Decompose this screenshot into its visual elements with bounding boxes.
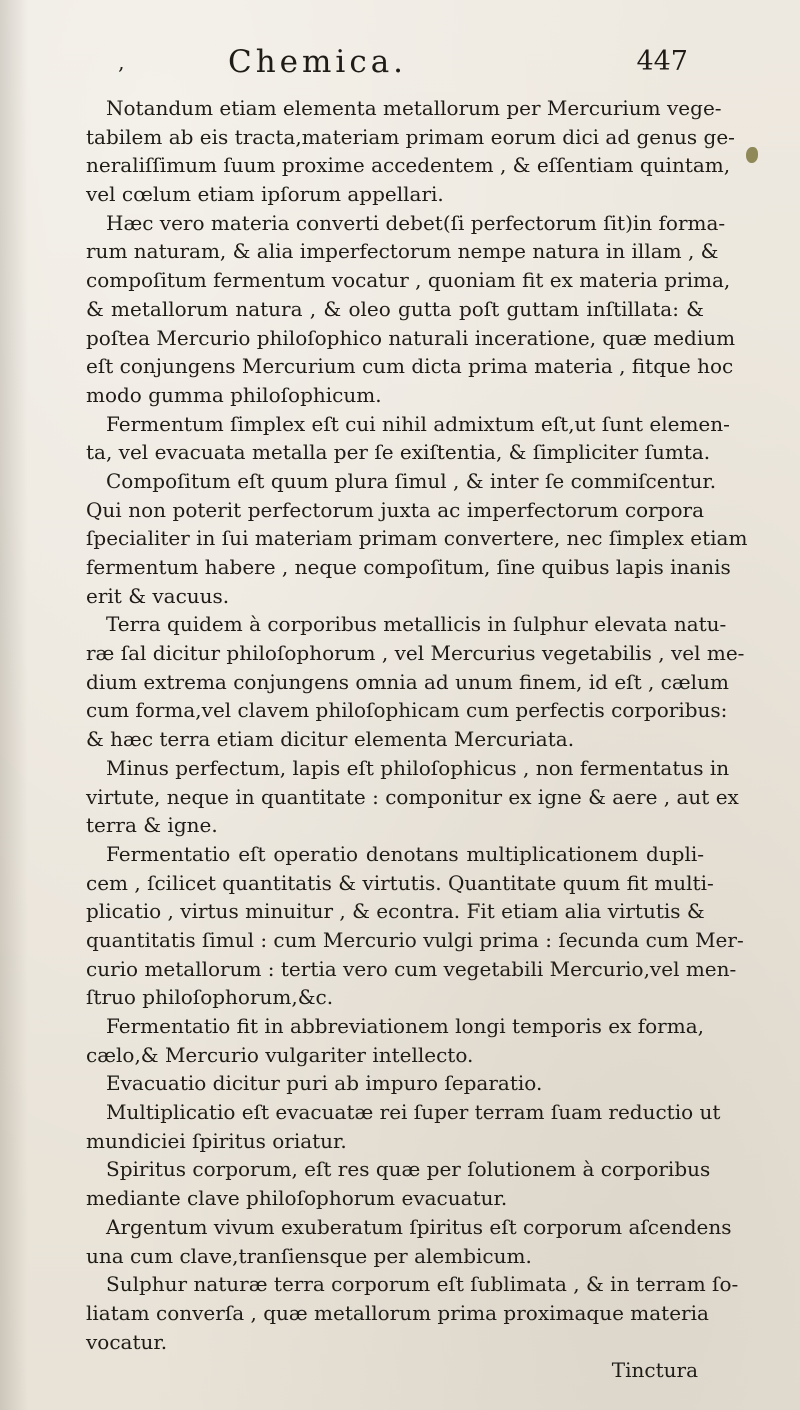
text-line: Evacuatio dicitur puri ab impuro ſeparatio. [106,1071,543,1096]
text-line: tabilem ab eis tracta,materiam primam eorum dici ad genus ge- [86,124,735,149]
text-line: ſtruo philoſophorum,&c. [86,985,334,1010]
text-line: una cum clave,tranſiensque per alembicum. [86,1243,532,1268]
text-line: plicatio , virtus minuitur , & econtra. Fit etiam alia virtutis & [86,899,705,924]
text-line: mundiciei ſpiritus oriatur. [86,1128,347,1153]
text-line: poſtea Mercurio philoſophico naturali inceratione, quæ medium [86,325,736,350]
text-line: Argentum vivum exuberatum ſpiritus eſt corporum aſcendens [106,1214,732,1239]
text-line: virtute, neque in quantitate : componitur ex igne & aere , aut ex [86,784,739,809]
text-line: Qui non poterit perfectorum juxta ac imperfectorum corpora [86,497,704,522]
text-line: rum naturam, & alia imperfectorum nempe natura in illam , & [86,239,719,264]
text-line: erit & vacuus. [86,583,230,608]
text-line: eſt conjungens Mercurium cum dicta prima materia , fitque hoc [86,354,734,379]
text-line: fermentum habere , neque compoſitum, ſine quibus lapis inanis [86,555,731,579]
text-line: Fermentum ſimplex eſt cui nihil admixtum eſt,ut ſunt elemen- [106,411,730,436]
text-line: liatam converſa , quæ metallorum prima proximaque materia [86,1300,709,1325]
text-line: Minus perfectum, lapis eſt philoſophicus , non fermentatus in [106,755,730,780]
text-line: Multiplicatio eſt evacuatæ rei ſuper terram ſuam reductio ut [106,1100,721,1125]
text-line: ta, vel evacuata metalla per ſe exiſtentia, & ſimpliciter ſumta. [86,440,711,465]
text-line: vel cœlum etiam ipſorum appellari. [86,182,444,207]
text-line: & hæc terra etiam dicitur elementa Mercuriata. [86,727,575,752]
text-line: ſpecialiter in ſui materiam primam convertere, nec ſimplex etiam [86,526,748,551]
text-line: Compoſitum eſt quum plura ſimul , & inter ſe commiſcentur. [106,468,717,493]
text-line: ræ ſal dicitur philoſophorum , vel Mercurius vegetabilis , vel me- [86,641,745,666]
header-mark: ‚ [118,50,125,74]
text-line: Fermentatio eſt operatio denotans multiplicationem dupli- [106,841,704,866]
text-line: cum forma,vel clavem philoſophicam cum perfectis corporibus: [86,698,728,723]
text-line: Spiritus corporum, eſt res quæ per ſolutionem à corporibus [106,1157,711,1182]
page-edge-shadow [0,0,28,1410]
text-line: quantitatis ſimul : cum Mercurio vulgi prima : ſecunda cum Mer- [86,927,744,952]
text-line: dium extrema conjungens omnia ad unum finem, id eſt , cælum [86,669,729,694]
text-line: cælo,& Mercurio vulgariter intellecto. [86,1042,474,1067]
text-line: curio metallorum : tertia vero cum vegetabili Mercurio,vel men- [86,956,737,981]
body-text [86,94,748,1385]
text-line: Fermentatio fit in abbreviationem longi temporis ex forma, [106,1014,704,1038]
text-line: vocatur. [86,1329,168,1354]
text-line: neraliſſimum ſuum proxime accedentem , & eſſentiam quintam, [86,153,731,178]
catchword: Tinctura [611,1358,698,1383]
text-line: terra & igne. [86,813,218,838]
running-header [118,44,688,84]
ink-stain [746,147,758,163]
text-line: compoſitum fermentum vocatur , quoniam fit ex materia prima, [86,268,731,293]
text-line: Sulphur naturæ terra corporum eſt ſublimata , & in terram ſo- [106,1272,739,1297]
page-number: 447 [636,46,688,77]
running-title: Chemica. [228,44,408,80]
text-line: modo gumma philoſophicum. [86,382,382,407]
text-line: Notandum etiam elementa metallorum per Mercurium vege- [106,96,722,120]
text-line: mediante clave philoſophorum evacuatur. [86,1186,508,1211]
text-line: & metallorum natura , & oleo gutta poſt guttam inſtillata: & [86,296,704,321]
text-line: Hæc vero materia converti debet(ſi perfectorum ſit)in forma- [106,210,726,235]
text-line: Terra quidem à corporibus metallicis in ſulphur elevata natu- [106,612,727,637]
text-line: cem , ſcilicet quantitatis & virtutis. Quantitate quum fit multi- [86,870,714,895]
